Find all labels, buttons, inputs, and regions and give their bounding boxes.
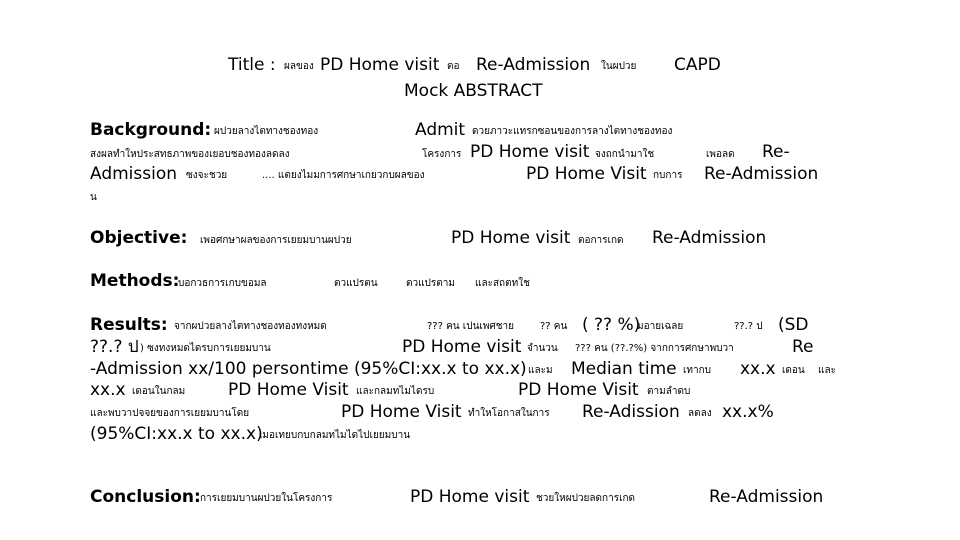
results-text: เดอนในกลม	[132, 386, 186, 397]
results-label: Results:	[90, 315, 168, 335]
methods-label: Methods:	[90, 271, 180, 291]
objective-text: PD Home visit	[451, 228, 571, 248]
background-text: Admission	[90, 164, 178, 184]
background-text: Re-Admission	[704, 164, 819, 184]
background-text: น	[90, 192, 97, 203]
results-text: ??? คน (??.?%) จากการศกษาพบวา	[575, 343, 734, 354]
results-text: ตามลำดบ	[647, 386, 691, 397]
results-text: ??.? ป	[90, 337, 139, 357]
results-text: และม	[528, 365, 553, 376]
results-text: PD Home Visit	[518, 380, 639, 400]
title-readmission: Re-Admission	[476, 55, 591, 75]
objective-text: เพอศกษาผลของการเยยมบานผปวย	[200, 235, 352, 246]
results-text: (SD	[778, 315, 809, 335]
results-text: ) ซงทงหมดไดรบการเยยมบาน	[140, 343, 271, 354]
title-pd-home-visit: PD Home visit	[320, 55, 440, 75]
results-text: เมอเทยบกบกลมทไมไดไปเยยมบาน	[259, 430, 411, 441]
background-text: ซงจะชวย	[186, 170, 228, 181]
background-text: ผปวยลางไตทางชองทอง	[214, 126, 319, 137]
background-text: PD Home visit	[470, 142, 590, 162]
title-capd: CAPD	[674, 55, 721, 75]
results-text: จำนวน	[527, 343, 558, 354]
background-text: เพอลด	[706, 149, 735, 160]
background-text: .... แตยงไมมการศกษาเกยวกบผลของ	[262, 170, 425, 181]
results-text: เดอน	[782, 365, 805, 376]
background-text: PD Home Visit	[526, 164, 647, 184]
results-text: ลดลง	[688, 408, 712, 419]
results-text: Median time	[571, 359, 677, 379]
results-text: และกลมทไมไดรบ	[356, 386, 435, 397]
results-text: ??.? ป	[734, 321, 763, 332]
results-text: PD Home Visit	[341, 402, 462, 422]
conclusion-text: PD Home visit	[410, 487, 530, 507]
conclusion-text: ชวยใหผปวยลดการเกด	[536, 493, 636, 504]
results-text: ( ?? %)	[582, 315, 641, 335]
background-text: ดวยภาวะแทรกซอนของการลางไตทางชองทอง	[472, 126, 673, 137]
results-text: มอายเฉลย	[637, 321, 684, 332]
results-text: จากผปวยลางไตทางชองทองทงหมด	[174, 321, 327, 332]
methods-text: บอกวธการเกบขอมล	[178, 278, 267, 289]
results-text: Re	[792, 337, 814, 357]
conclusion-text: การเยยมบานผปวยในโครงการ	[200, 493, 333, 504]
title-thai-2: ตอ	[447, 61, 460, 72]
results-text: xx.x	[90, 380, 126, 400]
background-text: Re-	[762, 142, 790, 162]
results-text: PD Home Visit	[228, 380, 349, 400]
background-text: โครงการ	[422, 149, 462, 160]
results-text: ??? คน เปนเพศชาย	[427, 321, 515, 332]
methods-text: ตวแปรตาม	[406, 278, 455, 289]
results-text: PD Home visit	[402, 337, 522, 357]
results-text: ?? คน	[540, 321, 568, 332]
conclusion-label: Conclusion:	[90, 487, 201, 507]
methods-text: ตวแปรตน	[334, 278, 378, 289]
results-text: เทากบ	[683, 365, 712, 376]
objective-label: Objective:	[90, 228, 188, 248]
results-text: -Admission xx/100 persontime (95%CI:xx.x to xx.x)	[90, 359, 527, 379]
background-text: กบการ	[653, 170, 683, 181]
results-text: xx.x%	[722, 402, 774, 422]
background-label: Background:	[90, 120, 212, 140]
results-text: xx.x	[740, 359, 776, 379]
results-text: Re-Adission	[582, 402, 680, 422]
results-text: และ	[818, 365, 836, 376]
results-text: และพบวาปจจยของการเยยมบานโดย	[90, 408, 250, 419]
objective-text: ตอการเกด	[578, 235, 624, 246]
background-text: Admit	[415, 120, 466, 140]
results-text: (95%CI:xx.x to xx.x)	[90, 424, 263, 444]
results-text: ทำใหโอกาสในการ	[468, 408, 550, 419]
conclusion-text: Re-Admission	[709, 487, 824, 507]
objective-text: Re-Admission	[652, 228, 767, 248]
background-text: สงผลทำใหประสทธภาพของเยอบชองทองลดลง	[90, 149, 290, 160]
background-text: จงถกนำมาใช	[595, 149, 655, 160]
title-prefix: Title :	[228, 55, 276, 75]
title-thai-3: ในผปวย	[601, 61, 637, 72]
subtitle: Mock ABSTRACT	[404, 81, 543, 101]
methods-text: และสถตทใช	[475, 278, 530, 289]
title-thai-1: ผลของ	[284, 61, 314, 72]
